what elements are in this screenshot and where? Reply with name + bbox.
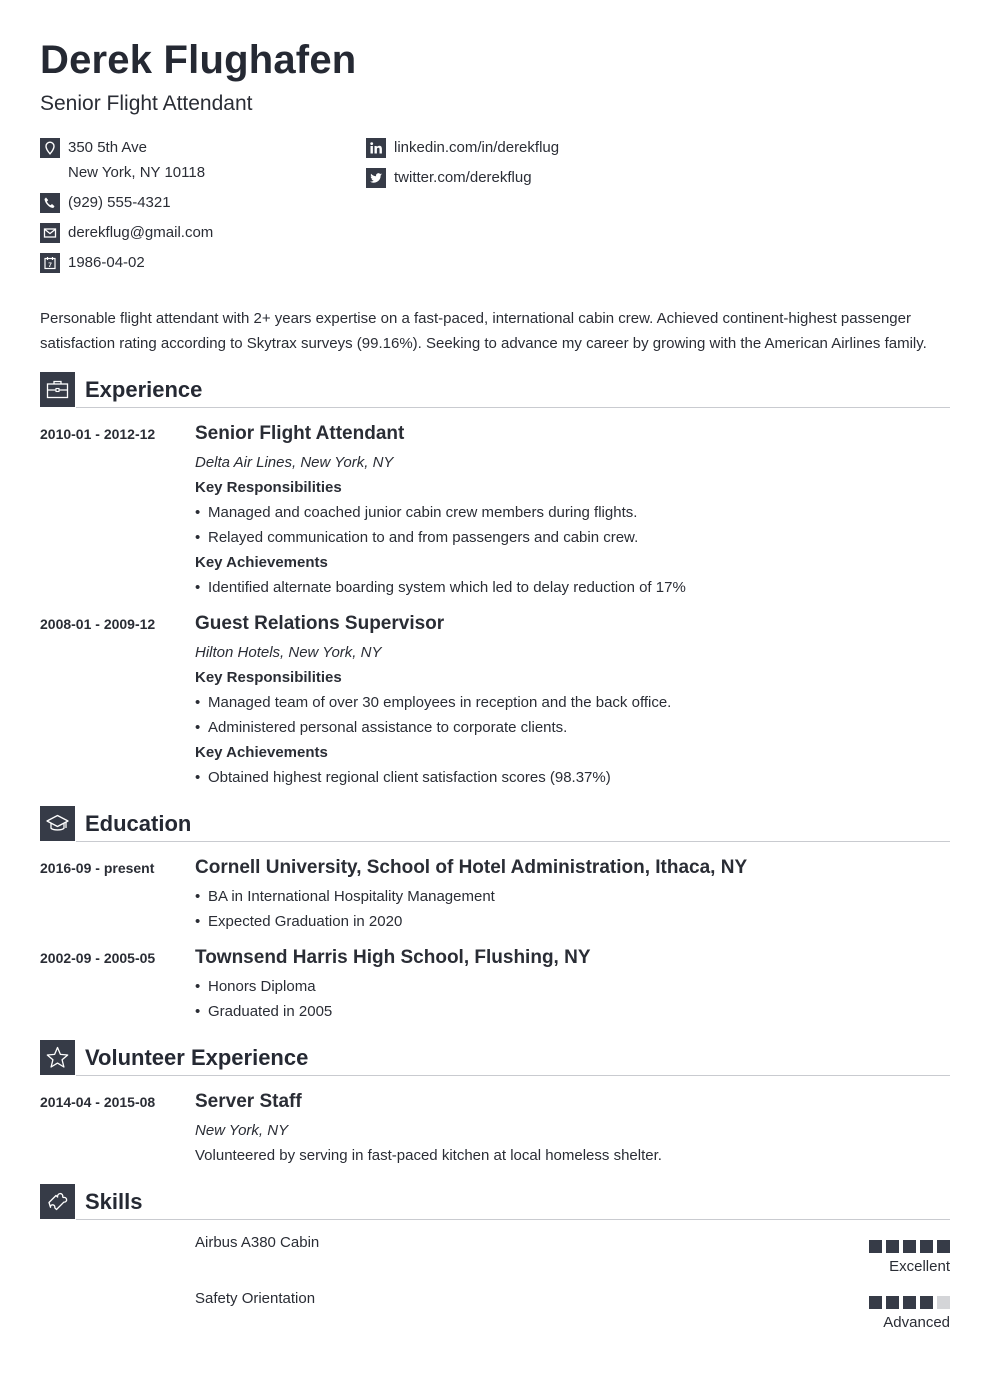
graduation-cap-icon [40,806,75,841]
entry-dates: 2016-09 - present [40,860,155,876]
entry-dates: 2002-09 - 2005-05 [40,950,156,966]
experience-section-header [40,372,950,408]
volunteer-entry [40,1090,950,1170]
entry-dates: 2014-04 - 2015-08 [40,1094,156,1110]
briefcase-icon [40,372,75,407]
social-links [366,138,686,198]
twitter-icon [366,168,386,188]
address-line1: 350 5th Ave [68,139,147,156]
job-title: Guest Relations Supervisor [195,613,445,634]
rating-square-empty [937,1296,950,1309]
twitter-url[interactable]: twitter.com/derekflug [394,169,532,186]
education-heading: Education [85,811,192,836]
rating-square-filled [920,1240,933,1253]
responsibility-item: • Administered personal assistance to corporate clients. [195,715,950,740]
responsibility-item: • Managed team of over 30 employees in reception and the back office. [195,690,950,715]
linkedin-icon [366,138,386,158]
rating-square-filled [937,1240,950,1253]
contact-twitter[interactable] [366,168,532,188]
education-section-header [40,806,950,842]
birthdate: 1986-04-02 [68,254,145,271]
volunteer-location: New York, NY [195,1122,289,1139]
responsibility-item: • Relayed communication to and from passengers and cabin crew. [195,525,950,550]
rating-square-filled [903,1296,916,1309]
puzzle-piece-icon [40,1184,75,1219]
education-item: • BA in International Hospitality Management [195,884,950,909]
envelope-icon [40,223,60,243]
rating-square-filled [869,1240,882,1253]
achievement-item: • Identified alternate boarding system which led to delay reduction of 17% [195,575,950,600]
star-icon [40,1040,75,1075]
section-divider [76,1075,950,1076]
rating-square-filled [886,1296,899,1309]
skill-name: Airbus A380 Cabin [195,1234,320,1251]
calendar-day: 7 [48,262,52,270]
address-line2: New York, NY 10118 [68,164,206,181]
phone-icon [40,193,60,213]
employer: Hilton Hotels, New York, NY [195,644,382,661]
school-name: Townsend Harris High School, Flushing, NY [195,947,591,968]
contact-linkedin[interactable] [366,138,559,158]
rating-square-filled [869,1296,882,1309]
experience-heading: Experience [85,377,203,402]
section-divider [76,407,950,408]
skills-section-header [40,1184,950,1220]
education-item: • Honors Diploma [195,974,950,999]
experience-entry [40,422,950,602]
entry-dates: 2008-01 - 2009-12 [40,616,156,632]
skill-level: Advanced [883,1314,950,1331]
map-pin-icon [40,138,60,158]
education-item: • Expected Graduation in 2020 [195,909,950,934]
achievements-heading: Key Achievements [195,744,328,761]
volunteer-heading: Volunteer Experience [85,1045,309,1070]
entry-dates: 2010-01 - 2012-12 [40,426,156,442]
contact-birthdate [40,253,145,273]
calendar-icon [40,253,60,273]
volunteer-description: Volunteered by serving in fast-paced kitchen at local homeless shelter. [195,1147,662,1164]
contact-email [40,223,213,243]
skills-heading: Skills [85,1189,143,1214]
candidate-title: Senior Flight Attendant [40,92,253,115]
rating-square-filled [886,1240,899,1253]
achievements-heading: Key Achievements [195,554,328,571]
responsibilities-heading: Key Responsibilities [195,479,342,496]
candidate-name: Derek Flughafen [40,38,357,82]
rating-square-filled [903,1240,916,1253]
responsibility-item: • Managed and coached junior cabin crew members during flights. [195,500,950,525]
skill-name: Safety Orientation [195,1290,316,1307]
employer: Delta Air Lines, New York, NY [195,454,394,471]
linkedin-url[interactable]: linkedin.com/in/derekflug [394,139,560,156]
section-divider [76,1219,950,1220]
email-address: derekflug@gmail.com [68,224,214,241]
achievement-item: • Obtained highest regional client satisfaction scores (98.37%) [195,765,950,790]
responsibilities-heading: Key Responsibilities [195,669,342,686]
skill-rating [869,1240,950,1253]
job-title: Senior Flight Attendant [195,423,405,444]
education-item: • Graduated in 2005 [195,999,950,1024]
education-entry [40,946,950,1026]
skill-row [40,1290,950,1340]
profile-summary: Personable flight attendant with 2+ years expertise on a fast-paced, international cabin crew. Achieved continent-highest passenger satisfaction rating according to Skytrax surveys (99.16%). Seeking to advance my career by growing with the American Airlines family. [40,310,927,352]
section-divider [76,841,950,842]
phone-number: (929) 555-4321 [68,194,171,211]
skill-row [40,1234,950,1284]
education-entry [40,856,950,936]
skill-rating [869,1296,950,1309]
contact-phone [40,193,171,213]
skill-level: Excellent [889,1258,950,1275]
contact-address [40,138,147,158]
experience-entry [40,612,950,792]
rating-square-filled [920,1296,933,1309]
school-name: Cornell University, School of Hotel Administration, Ithaca, NY [195,857,748,878]
contact-info [40,138,360,278]
volunteer-section-header [40,1040,950,1076]
volunteer-role: Server Staff [195,1091,302,1112]
